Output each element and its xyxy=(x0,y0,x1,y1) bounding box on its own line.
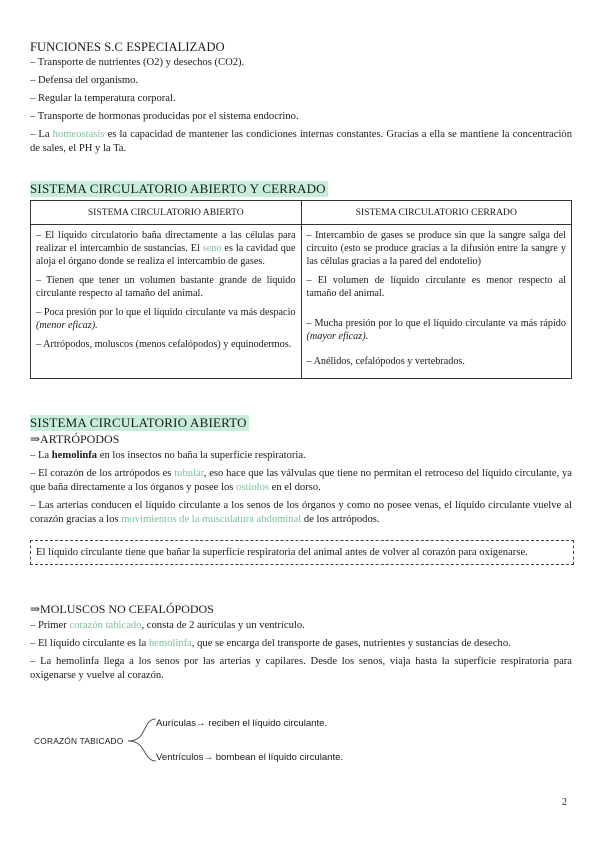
homeostasis-paragraph xyxy=(30,128,572,156)
mollusc-point xyxy=(30,619,572,633)
mollusc-point xyxy=(30,637,572,651)
seno-term: seno xyxy=(202,243,222,254)
closed-point: – Intercambio de gases se produce sin que la sangre salga del circuito (esto se produce gracias a la difusión entre la sangre y las células gracias a la pared del endotelio) xyxy=(306,230,566,267)
function-item: – Transporte de nutrientes (O2) y desechos (CO2). xyxy=(30,57,245,68)
text: – Mucha presión por lo que el líquido circulante va más rápido xyxy=(306,318,566,329)
functions-title: FUNCIONES S.C ESPECIALIZADO xyxy=(30,40,225,54)
function-item: – Defensa del organismo. xyxy=(30,75,139,86)
molluscs-block xyxy=(30,602,572,687)
arthropod-point xyxy=(30,467,572,495)
homeostasis-term: homeostasis xyxy=(52,129,105,140)
text: – El corazón de los artrópodos es xyxy=(30,468,175,479)
open-point xyxy=(36,229,296,268)
function-item: – Regular la temperatura corporal. xyxy=(30,93,176,104)
table-header-open: SISTEMA CIRCULATORIO ABIERTO xyxy=(31,201,302,225)
closed-column xyxy=(301,225,572,379)
text: en los insectos no baña la superficie respiratoria. xyxy=(97,450,306,461)
text: – Primer xyxy=(30,620,70,631)
hemolinfa-term: hemolinfa xyxy=(51,450,98,461)
text: , que se encarga del transporte de gases, nutrientes y sustancias de desecho. xyxy=(191,638,511,649)
closed-point: – Anélidos, cefalópodos y vertebrados. xyxy=(306,356,465,367)
functions-block xyxy=(30,40,572,156)
arthropods-block xyxy=(30,432,572,531)
text: (mayor eficaz). xyxy=(306,331,369,342)
connector-bottom-line xyxy=(128,741,156,761)
open-point: – Tienen que tener un volumen bastante grande de líquido circulante respecto al tamaño del animal. xyxy=(36,275,296,299)
text: – La xyxy=(30,129,53,140)
section-heading: SISTEMA CIRCULATORIO ABIERTO Y CERRADO xyxy=(30,181,326,196)
text: es la capacidad de mantener las condiciones internas constantes. Gracias a ella se mantiene la concentración de sales, el PH y la Ta. xyxy=(30,129,572,154)
table-header-closed: SISTEMA CIRCULATORIO CERRADO xyxy=(301,201,572,225)
closed-point xyxy=(307,317,567,343)
mollusc-point: – La hemolinfa llega a los senos por las arterias y capilares. Desde los senos, viaja hasta la superficie respiratoria para oxigenarse y vuelve al corazón. xyxy=(30,656,572,681)
heart-diagram xyxy=(30,712,572,772)
note-box: El líquido circulante tiene que bañar la superficie respiratoria del animal antes de volver al corazón para oxigenarse. xyxy=(30,540,574,565)
document-page xyxy=(30,40,572,763)
comparison-table xyxy=(30,200,572,379)
text: , eso hace que las válvulas que tiene no permitan el retroceso del líquido circulante, ya que baña directamente a los órganos y posee los xyxy=(30,468,572,493)
open-column xyxy=(31,225,302,379)
text: – Las arterias conducen el líquido circulante a los senos de los órganos y como no posee venas, el líquido circulante vuelve al corazón gracias a los xyxy=(30,500,572,525)
text: de los artrópodos. xyxy=(301,514,380,525)
diagram-auricles-label: Aurículas→ reciben el líquido circulante. xyxy=(156,718,328,729)
text: en el dorso. xyxy=(269,482,321,493)
ostiolos-term: ostiolos xyxy=(236,482,269,493)
connector-top-line xyxy=(128,719,156,741)
text: (menor eficaz). xyxy=(36,320,98,331)
text: , consta de 2 aurículas y un ventrículo. xyxy=(141,620,305,631)
closed-point: – El volumen de líquido circulante es menor respecto al tamaño del animal. xyxy=(306,275,566,299)
subheading-molluscs: ⇒MOLUSCOS NO CEFALÓPODOS xyxy=(30,602,214,616)
text: – El líquido circulatorio baña directamente a las células para realizar el intercambio de sustancias. El xyxy=(36,230,296,254)
text: – La xyxy=(30,450,52,461)
section-open-heading xyxy=(30,414,249,432)
diagram-root-label: CORAZÓN TABICADO xyxy=(34,736,124,746)
tubular-term: tubular xyxy=(174,468,204,479)
section-open-closed-heading xyxy=(30,180,328,198)
text: – El líquido circulante es la xyxy=(30,638,149,649)
arthropod-point xyxy=(30,449,572,463)
open-point xyxy=(36,306,296,332)
function-item: – Transporte de hormonas producidas por el sistema endocrino. xyxy=(30,111,299,122)
section-heading: SISTEMA CIRCULATORIO ABIERTO xyxy=(30,415,247,430)
corazon-tabicado-term: corazón tabicado xyxy=(69,620,142,631)
open-point: – Artrópodos, moluscos (menos cefalópodos) y equinodermos. xyxy=(36,339,292,350)
text: – Poca presión por lo que el líquido circulante va más despacio xyxy=(36,307,296,318)
page-number: 2 xyxy=(562,797,567,808)
musculature-term: movimientos de la musculatura abdominal xyxy=(121,514,302,525)
subheading-arthropods: ⇒ARTRÓPODOS xyxy=(30,432,120,446)
arthropod-point xyxy=(30,499,572,527)
hemolinfa-term: hemolinfa xyxy=(148,638,192,649)
text: es la cavidad que aloja el órgano donde se realiza el intercambio de gases. xyxy=(36,243,296,267)
diagram-ventricles-label: Ventrículos→ bombean el líquido circulante. xyxy=(156,752,344,763)
